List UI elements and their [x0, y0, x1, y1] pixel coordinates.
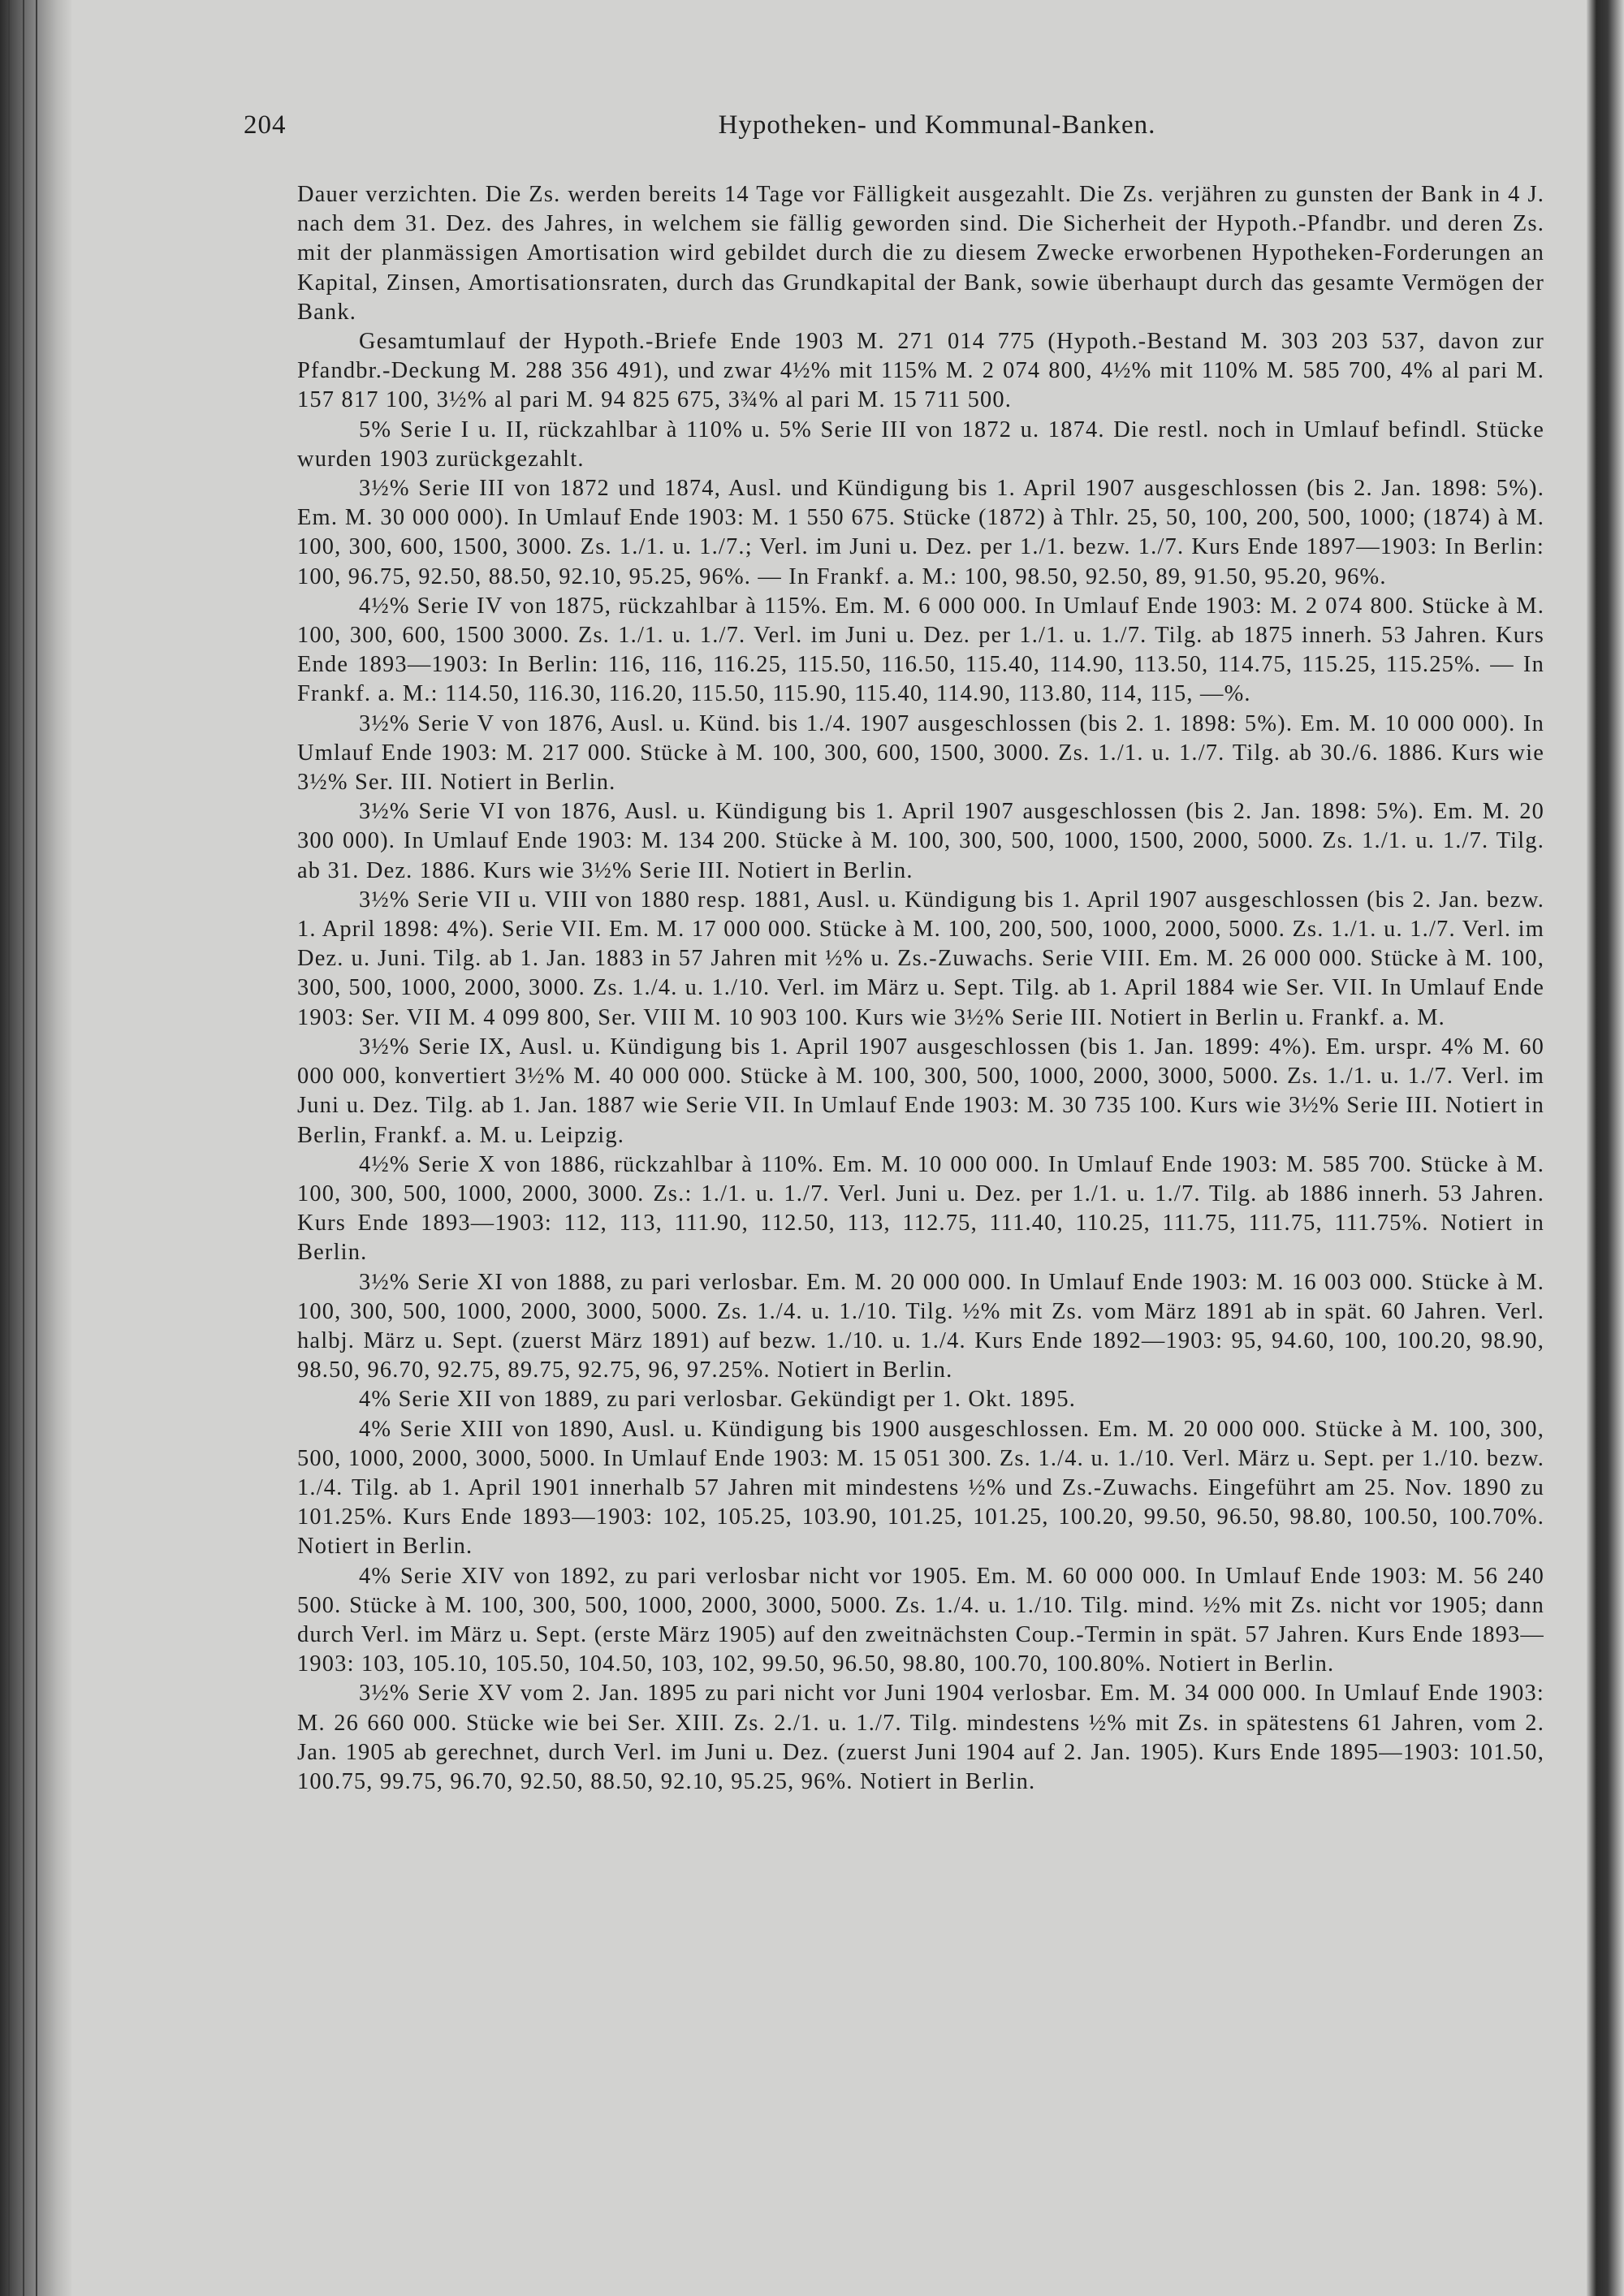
paragraph: 3½% Serie IX, Ausl. u. Kündigung bis 1. April 1907 ausgeschlossen (bis 1. Jan. 1899: 4%). Em. urspr. 4% M. 60 000 000, konvertiert 3½% M. 40 000 000. Stücke à M. 100, 300, 500, 1000, 2000, 3000, 5000. Zs. 1./1. u. 1./7. Verl. im Juni u. Dez. Tilg. ab 1. Jan. 1887 wie Serie VII. In Umlauf Ende 1903: M. 30 735 100. Kurs wie 3½% Serie III. Notiert in Berlin, Frankf. a. M. u. Leipzig.	[297, 1034, 1544, 1148]
page-edge-line	[8, 0, 10, 2296]
page-edge-shadow	[1587, 0, 1624, 2296]
paragraph: 4½% Serie IV von 1875, rückzahlbar à 115%. Em. M. 6 000 000. In Umlauf Ende 1903: M. 2 074 800. Stücke à M. 100, 300, 600, 1500 3000. Zs. 1./1. u. 1./7. Verl. im Juni u. Dez. per 1./1. u. 1./7. Tilg. ab 1875 innerh. 53 Jahren. Kurs Ende 1893—1903: In Berlin: 116, 116, 116.25, 115.50, 116.50, 115.40, 114.90, 113.50, 114.75, 115.25, 115.25%. — In Frankf. a. M.: 114.50, 116.30, 116.20, 115.50, 115.90, 115.40, 114.90, 113.80, 114, 115, —%.	[297, 593, 1544, 707]
body-text	[297, 180, 1544, 1797]
paragraph: Dauer verzichten. Die Zs. werden bereits 14 Tage vor Fälligkeit ausgezahlt. Die Zs. verjähren zu gunsten der Bank in 4 J. nach dem 31. Dez. des Jahres, in welchem sie fällig geworden sind. Die Sicherheit der Hypoth.-Pfandbr. und deren Zs. mit der planmässigen Amortisation wird gebildet durch die zu diesem Zwecke erworbenen Hypotheken-Forderungen an Kapital, Zinsen, Amortisationsraten, durch das Grundkapital der Bank, sowie überhaupt durch das gesamte Vermögen der Bank.	[297, 182, 1544, 325]
paragraph: 4% Serie XII von 1889, zu pari verlosbar. Gekündigt per 1. Okt. 1895.	[359, 1387, 1077, 1413]
running-head	[244, 110, 1544, 146]
paragraph: 3½% Serie XI von 1888, zu pari verlosbar. Em. M. 20 000 000. In Umlauf Ende 1903: M. 16 003 000. Stücke à M. 100, 300, 500, 1000, 2000, 3000, 5000. Zs. 1./4. u. 1./10. Tilg. ½% mit Zs. vom März 1891 ab in spät. 60 Jahren. Verl. halbj. März u. Sept. (zuerst März 1891) auf bezw. 1./10. u. 1./4. Kurs Ende 1892—1903: 95, 94.60, 100, 100.20, 98.90, 98.50, 96.70, 92.75, 89.75, 92.75, 96, 97.25%. Notiert in Berlin.	[297, 1269, 1544, 1383]
paragraph: 4½% Serie X von 1886, rückzahlbar à 110%. Em. M. 10 000 000. In Umlauf Ende 1903: M. 585 700. Stücke à M. 100, 300, 500, 1000, 2000, 3000. Zs.: 1./1. u. 1./7. Verl. Juni u. Dez. per 1./1. u. 1./7. Tilg. ab 1886 innerh. 53 Jahren. Kurs Ende 1893—1903: 112, 113, 111.90, 112.50, 113, 112.75, 111.40, 110.25, 111.75, 111.75, 111.75%. Notiert in Berlin.	[297, 1151, 1544, 1266]
document-page	[244, 0, 1544, 2296]
page-number: 204	[244, 110, 287, 140]
paragraph: 3½% Serie VII u. VIII von 1880 resp. 1881, Ausl. u. Kündigung bis 1. April 1907 ausgeschlossen (bis 2. Jan. bezw. 1. April 1898: 4%). Serie VII. Em. M. 17 000 000. Stücke à M. 100, 200, 500, 1000, 2000, 5000. Zs. 1./1. u. 1./7. Verl. im Dez. u. Juni. Tilg. ab 1. Jan. 1883 in 57 Jahren mit ½% u. Zs.-Zuwachs. Serie VIII. Em. M. 26 000 000. Stücke à M. 100, 300, 500, 1000, 2000, 3000. Zs. 1./4. u. 1./10. Verl. im März u. Sept. Tilg. ab 1. April 1884 wie Ser. VII. In Umlauf Ende 1903: Ser. VII M. 4 099 800, Ser. VIII M. 10 903 100. Kurs wie 3½% Serie III. Notiert in Berlin u. Frankf. a. M.	[297, 887, 1544, 1030]
paragraph: 5% Serie I u. II, rückzahlbar à 110% u. 5% Serie III von 1872 u. 1874. Die restl. noch in Umlauf befindl. Stücke wurden 1903 zurückgezahlt.	[297, 416, 1544, 472]
page-edge-line	[36, 0, 37, 2296]
paragraph: 4% Serie XIV von 1892, zu pari verlosbar nicht vor 1905. Em. M. 60 000 000. In Umlauf Ende 1903: M. 56 240 500. Stücke à M. 100, 300, 500, 1000, 2000, 3000, 5000. Zs. 1./4. u. 1./10. Tilg. mind. ½% mit Zs. nicht vor 1905; dann durch Verl. im März u. Sept. (erste März 1905) auf den zweitnächsten Coup.-Termin in spät. 57 Jahren. Kurs Ende 1893—1903: 103, 105.10, 105.50, 104.50, 103, 102, 99.50, 96.50, 98.80, 100.70, 100.80%. Notiert in Berlin.	[297, 1563, 1544, 1677]
paragraph: 3½% Serie VI von 1876, Ausl. u. Kündigung bis 1. April 1907 ausgeschlossen (bis 2. Jan. 1898: 5%). Em. M. 20 300 000). In Umlauf Ende 1903: M. 134 200. Stücke à M. 100, 300, 500, 1000, 1500, 2000, 5000. Zs. 1./1. u. 1./7. Tilg. ab 31. Dez. 1886. Kurs wie 3½% Serie III. Notiert in Berlin.	[297, 799, 1544, 883]
paragraph: 3½% Serie XV vom 2. Jan. 1895 zu pari nicht vor Juni 1904 verlosbar. Em. M. 34 000 000. In Umlauf Ende 1903: M. 26 660 000. Stücke wie bei Ser. XIII. Zs. 2./1. u. 1./7. Tilg. mindestens ½% mit Zs. in spätestens 61 Jahren, vom 2. Jan. 1905 ab gerechnet, durch Verl. im Juni u. Dez. (zuerst Juni 1904 auf 2. Jan. 1905). Kurs Ende 1895—1903: 101.50, 100.75, 99.75, 96.70, 92.50, 88.50, 92.10, 95.25, 96%. Notiert in Berlin.	[297, 1681, 1544, 1794]
running-title: Hypotheken- und Kommunal-Banken.	[718, 110, 1156, 140]
page-edge-line	[23, 0, 24, 2296]
paragraph: 3½% Serie III von 1872 und 1874, Ausl. und Kündigung bis 1. April 1907 ausgeschlossen (bis 2. Jan. 1898: 5%). Em. M. 30 000 000). In Umlauf Ende 1903: M. 1 550 675. Stücke (1872) à Thlr. 25, 50, 100, 200, 500, 1000; (1874) à M. 100, 300, 600, 1500, 3000. Zs. 1./1. u. 1./7.; Verl. im Juni u. Dez. per 1./1. bezw. 1./7. Kurs Ende 1897—1903: In Berlin: 100, 96.75, 92.50, 88.50, 92.10, 95.25, 96%. — In Frankf. a. M.: 100, 98.50, 92.50, 89, 91.50, 95.20, 96%.	[297, 476, 1544, 589]
paragraph: Gesamtumlauf der Hypoth.-Briefe Ende 1903 M. 271 014 775 (Hypoth.-Bestand M. 303 203 537, davon zur Pfandbr.-Deckung M. 288 356 491), und zwar 4½% mit 115% M. 2 074 800, 4½% mit 110% M. 585 700, 4% al pari M. 157 817 100, 3½% al pari M. 94 825 675, 3¾% al pari M. 15 711 500.	[297, 329, 1544, 413]
book-binding-shadow	[0, 0, 71, 2296]
paragraph: 3½% Serie V von 1876, Ausl. u. Künd. bis 1./4. 1907 ausgeschlossen (bis 2. 1. 1898: 5%). Em. M. 10 000 000). In Umlauf Ende 1903: M. 217 000. Stücke à M. 100, 300, 600, 1500, 3000. Zs. 1./1. u. 1./7. Tilg. ab 30./6. 1886. Kurs wie 3½% Ser. III. Notiert in Berlin.	[297, 710, 1544, 796]
paragraph: 4% Serie XIII von 1890, Ausl. u. Kündigung bis 1900 ausgeschlossen. Em. M. 20 000 000. Stücke à M. 100, 300, 500, 1000, 2000, 3000, 5000. In Umlauf Ende 1903: M. 15 051 300. Zs. 1./4. u. 1./10. Verl. März u. Sept. per 1./10. bezw. 1./4. Tilg. ab 1. April 1901 innerhalb 57 Jahren mit mindestens ½% und Zs.-Zuwachs. Eingeführt am 25. Nov. 1890 zu 101.25%. Kurs Ende 1893—1903: 102, 105.25, 103.90, 101.25, 101.25, 100.20, 99.50, 96.50, 98.80, 100.50, 100.70%. Notiert in Berlin.	[297, 1416, 1544, 1560]
